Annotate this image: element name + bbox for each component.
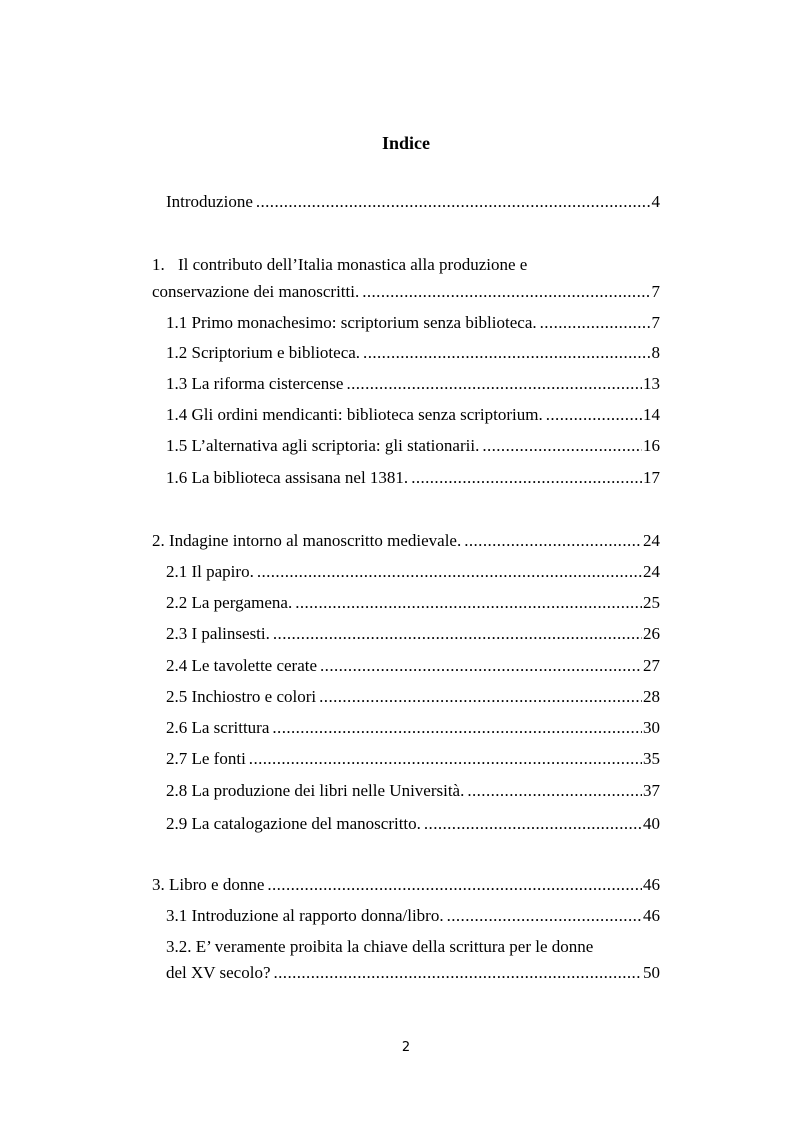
dot-leader — [256, 190, 651, 214]
toc-entry-page: 26 — [643, 624, 660, 643]
chapter-title-line2: conservazione dei manoscritti. — [152, 282, 360, 301]
toc-entry-page: 37 — [643, 781, 660, 800]
toc-entry-label: 1.5 L’alternativa agli scriptoria: gli stationarii. — [166, 436, 480, 455]
toc-entry-label: 2.1 Il papiro. — [166, 562, 254, 581]
toc-entry[interactable] — [166, 560, 660, 584]
toc-entry-page: 17 — [643, 468, 660, 487]
toc-entry[interactable] — [166, 747, 660, 771]
toc-entry-page: 46 — [643, 875, 660, 894]
toc-entry-label: 1.4 Gli ordini mendicanti: biblioteca senza scriptorium. — [166, 405, 543, 424]
toc-entry[interactable] — [166, 654, 660, 678]
toc-entry-page: 7 — [651, 313, 660, 332]
toc-entry-label: 1.6 La biblioteca assisana nel 1381. — [166, 468, 409, 487]
chapter-number: 1. — [152, 255, 165, 274]
dot-leader — [540, 311, 651, 335]
toc-entry[interactable] — [166, 341, 660, 365]
chapter-title-line1: Il contributo dell’Italia monastica alla produzione e — [178, 255, 528, 274]
dot-leader — [295, 591, 642, 615]
toc-entry[interactable] — [166, 779, 660, 803]
toc-entry-label: 2.2 La pergamena. — [166, 593, 293, 612]
dot-leader — [320, 654, 642, 678]
toc-entry-label: 2.7 Le fonti — [166, 749, 246, 768]
toc-entry[interactable] — [166, 716, 660, 740]
toc-entry-page: 50 — [643, 963, 660, 982]
toc-entry-page: 27 — [643, 656, 660, 675]
dot-leader — [272, 716, 642, 740]
dot-leader — [363, 341, 650, 365]
chapter-title: 2. Indagine intorno al manoscritto medievale. — [152, 531, 462, 550]
toc-chapter-2[interactable] — [152, 529, 660, 553]
toc-chapter-3[interactable] — [152, 873, 660, 897]
toc-entry-label: 2.9 La catalogazione del manoscritto. — [166, 814, 421, 833]
page-title: Indice — [381, 133, 430, 153]
dot-leader — [424, 812, 642, 836]
chapter-title: 3. Libro e donne — [152, 875, 265, 894]
toc-entry[interactable] — [166, 434, 660, 458]
dot-leader — [464, 529, 642, 553]
dot-leader — [273, 622, 642, 646]
toc-entry[interactable] — [166, 812, 660, 836]
toc-entry[interactable] — [166, 904, 660, 928]
toc-entry[interactable] — [166, 372, 660, 396]
toc-entry-label: 2.5 Inchiostro e colori — [166, 687, 317, 706]
toc-entry[interactable] — [166, 311, 660, 335]
toc-entry-page: 24 — [643, 562, 660, 581]
toc-entry-page: 13 — [643, 374, 660, 393]
toc-entry-3-2-line1[interactable]: 3.2. E’ veramente proibita la chiave della scrittura per le donne — [166, 937, 594, 956]
toc-entry[interactable] — [166, 466, 660, 490]
dot-leader — [274, 961, 643, 985]
toc-entry-introduzione[interactable] — [166, 190, 660, 214]
toc-entry-page: 46 — [643, 906, 660, 925]
toc-entry-page: 14 — [643, 405, 660, 424]
dot-leader — [249, 747, 642, 771]
toc-entry-page: 35 — [643, 749, 660, 768]
toc-entry-label: 2.8 La produzione dei libri nelle Università. — [166, 781, 465, 800]
dot-leader — [447, 904, 642, 928]
toc-chapter-1-line2[interactable] — [152, 280, 660, 304]
toc-entry-label: 1.1 Primo monachesimo: scriptorium senza biblioteca. — [166, 313, 537, 332]
toc-entry-page: 7 — [651, 282, 660, 301]
toc-entry-page: 28 — [643, 687, 660, 706]
toc-entry[interactable] — [166, 591, 660, 615]
toc-entry-label: del XV secolo? — [166, 963, 271, 982]
toc-entry-page: 16 — [643, 436, 660, 455]
dot-leader — [482, 434, 642, 458]
dot-leader — [346, 372, 642, 396]
toc-entry-page: 24 — [643, 531, 660, 550]
toc-entry-page: 8 — [651, 343, 660, 362]
dot-leader — [267, 873, 642, 897]
dot-leader — [257, 560, 642, 584]
page-number: 2 — [401, 1040, 411, 1055]
dot-leader — [411, 466, 642, 490]
dot-leader — [319, 685, 642, 709]
toc-entry-3-2-line2[interactable] — [166, 961, 660, 985]
toc-entry-label: 2.6 La scrittura — [166, 718, 270, 737]
toc-entry-label: 1.3 La riforma cistercense — [166, 374, 344, 393]
toc-entry-page: 25 — [643, 593, 660, 612]
dot-leader — [546, 403, 642, 427]
toc-entry-label: 1.2 Scriptorium e biblioteca. — [166, 343, 361, 362]
toc-chapter-1-line1[interactable] — [152, 253, 527, 277]
dot-leader — [467, 779, 642, 803]
toc-entry-label: 2.4 Le tavolette cerate — [166, 656, 318, 675]
dot-leader — [362, 280, 650, 304]
toc-entry[interactable] — [166, 622, 660, 646]
toc-entry-label: 3.1 Introduzione al rapporto donna/libro. — [166, 906, 444, 925]
toc-entry[interactable] — [166, 685, 660, 709]
toc-entry-page: 30 — [643, 718, 660, 737]
toc-entry-label: 2.3 I palinsesti. — [166, 624, 270, 643]
toc-entry-label: Introduzione — [166, 192, 253, 211]
toc-entry[interactable] — [166, 403, 660, 427]
toc-entry-page: 4 — [651, 192, 660, 211]
toc-entry-page: 40 — [643, 814, 660, 833]
